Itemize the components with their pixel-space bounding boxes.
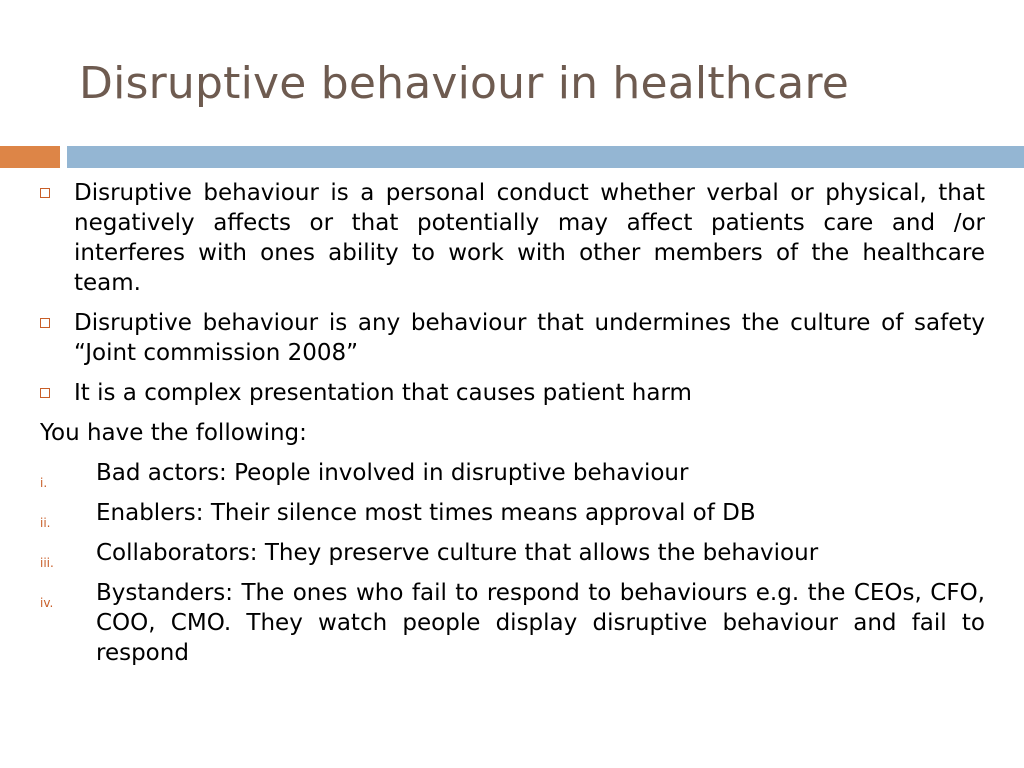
- title-rule-blue: [67, 146, 1024, 168]
- bullet-square-icon: [40, 188, 50, 198]
- numbered-item: Enablers: Their silence most times means approval of DB: [96, 500, 756, 526]
- roman-marker: i.: [40, 476, 48, 490]
- intro-line: You have the following:: [40, 420, 307, 446]
- numbered-item: Collaborators: They preserve culture that allows the behaviour: [96, 540, 819, 566]
- slide-title: Disruptive behaviour in healthcare: [79, 58, 850, 109]
- roman-marker: iii.: [40, 556, 54, 570]
- title-rule-orange: [0, 146, 60, 168]
- roman-marker: iv.: [40, 596, 54, 610]
- bullet-square-icon: [40, 388, 50, 398]
- numbered-item: Bystanders: The ones who fail to respond to behaviours e.g. the CEOs, CFO, COO, CMO. They watch people display disruptive behaviour and fail to respond: [96, 580, 985, 666]
- roman-marker: ii.: [40, 516, 51, 530]
- bullet-item: Disruptive behaviour is a personal conduct whether verbal or physical, that negatively affects or that potentially may affect patients care and /or interferes with ones ability to work with other members of the healthcare team.: [74, 180, 985, 296]
- bullet-square-icon: [40, 318, 50, 328]
- bullet-item: It is a complex presentation that causes patient harm: [74, 380, 692, 406]
- bullet-item: Disruptive behaviour is any behaviour that undermines the culture of safety “Joint commission 2008”: [74, 310, 985, 366]
- numbered-item: Bad actors: People involved in disruptive behaviour: [96, 460, 689, 486]
